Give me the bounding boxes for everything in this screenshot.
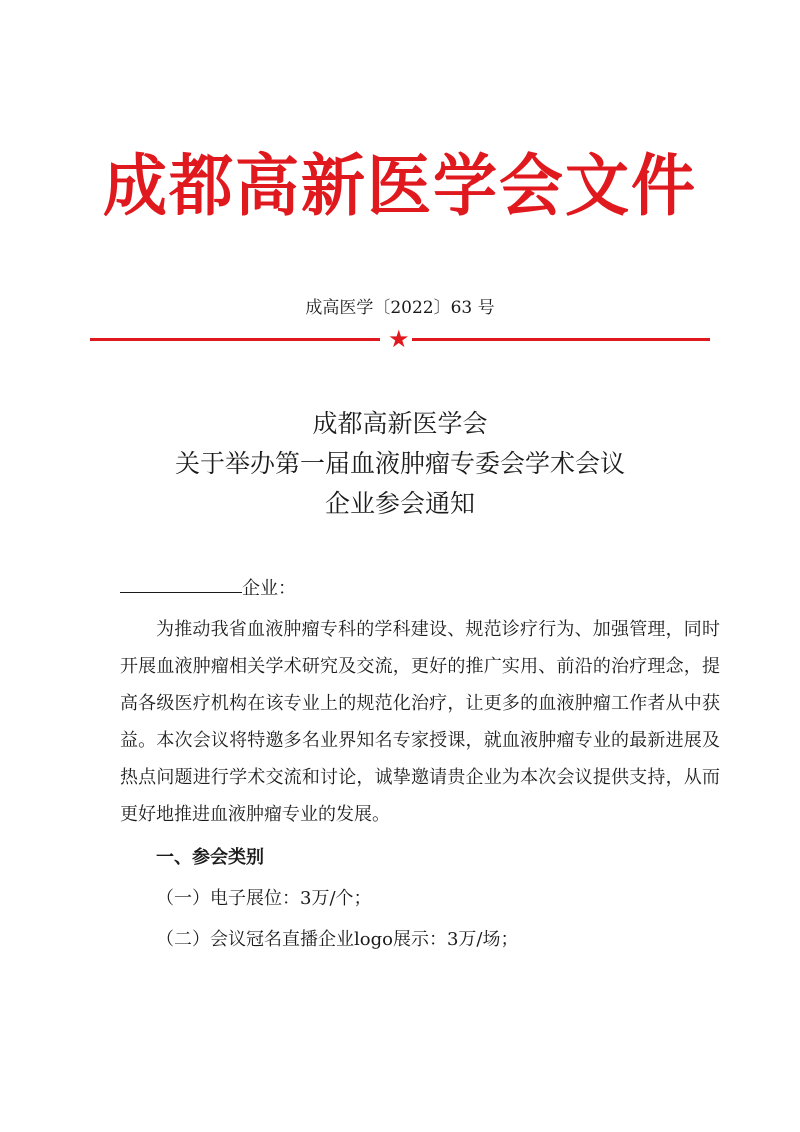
list-item: （一）电子展位：3万/个；	[156, 888, 372, 909]
body-paragraph: 为推动我省血液肿瘤专科的学科建设、规范诊疗行为、加强管理，同时开展血液肿瘤相关学术研究及交流，更好的推广实用、前沿的治疗理念，提高各级医疗机构在该专业上的规范化治疗，让更多的血液肿瘤工作者从中获益。本次会议将特邀多名业界知名专家授课，就血液肿瘤专业的最新进展及热点问题进行学术交流和讨论，诚挚邀请贵企业为本次会议提供支持，从而更好地推进血液肿瘤专业的发展。	[120, 619, 720, 825]
red-separator-rule	[90, 325, 710, 353]
title-line-2: 关于举办第一届血液肿瘤专委会学术会议	[174, 449, 625, 478]
title-line-1: 成都高新医学会	[312, 409, 488, 438]
list-item: （二）会议冠名直播企业logo展示：3万/场；	[156, 929, 519, 950]
separator-line-left	[90, 338, 380, 341]
notice-body	[120, 570, 720, 958]
salutation	[120, 570, 720, 607]
star-icon: ★	[388, 325, 410, 353]
title-line-3: 企业参会通知	[324, 489, 475, 518]
document-number: 成高医学〔2022〕63 号	[305, 298, 495, 318]
separator-line-right	[412, 338, 710, 341]
masthead-title: 成都高新医学会文件	[103, 147, 697, 226]
company-name-blank	[120, 570, 242, 593]
salutation-suffix: 企业：	[242, 578, 296, 599]
section-heading: 一、参会类别	[156, 847, 264, 868]
notice-title	[0, 404, 800, 524]
